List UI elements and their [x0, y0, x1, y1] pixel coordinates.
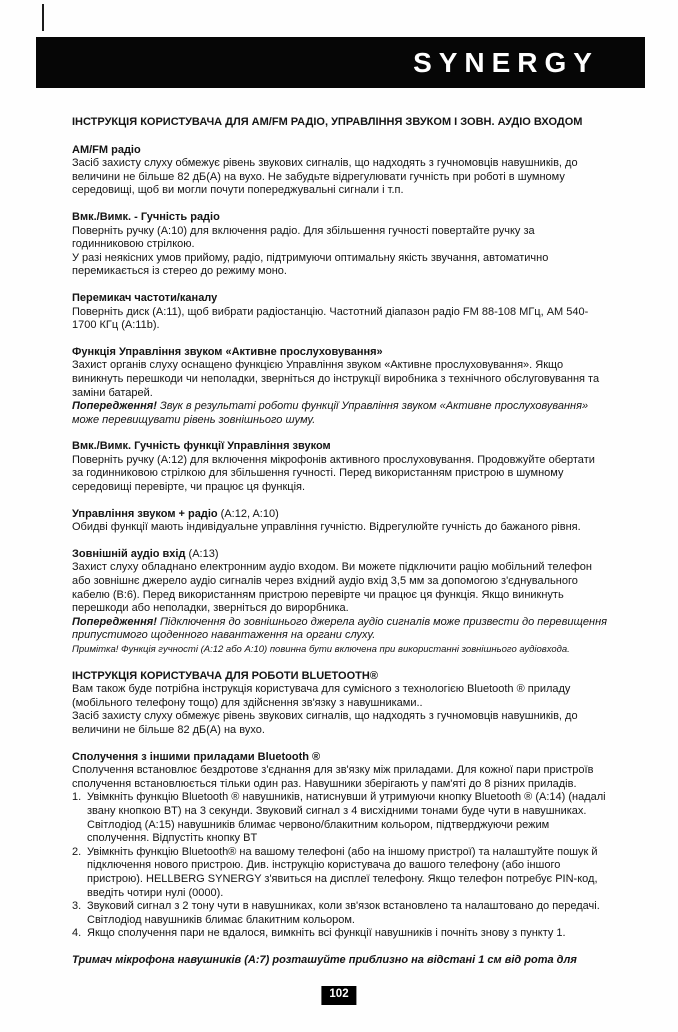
section-active-listening — [72, 346, 609, 428]
heading-reference-part: (A:13) — [185, 547, 219, 560]
section-external-audio — [72, 548, 609, 657]
list-item-number: 3. — [72, 900, 82, 913]
section-paragraph: Поверніть диск (A:11), щоб вибрати радіостанцію. Частотний діапазон радіо FM 88-108 МГц, AM 540-1700 КГц (A:11b). — [72, 305, 589, 332]
page-content — [72, 116, 609, 967]
closing-line: Тримач мікрофона навушників (A:7) розташуйте приблизно на відстані 1 см від рота для — [72, 953, 577, 966]
section-heading — [72, 548, 609, 562]
section-heading: Сполучення з іншими приладами Bluetooth ® — [72, 750, 321, 763]
warning-label: Попередження! — [72, 615, 157, 628]
section-paragraph: Сполучення встановлює бездротове з'єднання для зв'язку між приладами. Для кожної пари пристроїв сполучення встановлюється тільки один раз. Навушники зберігають у пам'яті до 8 різних приладів. — [72, 764, 594, 790]
list-item-number: 2. — [72, 845, 82, 858]
list-item-number: 4. — [72, 927, 82, 940]
warning-paragraph — [72, 616, 609, 643]
section-heading: Перемикач частоти/каналу — [72, 291, 218, 304]
brand-header — [36, 37, 645, 88]
list-item — [72, 846, 609, 900]
section-heading: ІНСТРУКЦІЯ КОРИСТУВАЧА ДЛЯ РОБОТИ BLUETOOTH® — [72, 669, 378, 682]
section-heading: Вмк./Вимк. Гучність функції Управління звуком — [72, 440, 331, 453]
warning-label: Попередження! — [72, 400, 157, 413]
section-paragraph: Поверніть ручку (A:10) для включення радіо. Для збільшення гучності повертайте ручку за годинниковою стрілкою. — [72, 224, 535, 251]
doc-title: ІНСТРУКЦІЯ КОРИСТУВАЧА ДЛЯ AM/FM РАДІО, УПРАВЛІННЯ ЗВУКОМ І ЗОВН. АУДІО ВХОДОМ — [72, 116, 583, 128]
warning-paragraph — [72, 400, 609, 427]
section-paragraph: Вам також буде потрібна інструкція користувача для сумісного з технологією Bluetooth ® приладу (мобільного телефону тощо) для здійснення зв'язку з навушниками.. — [72, 683, 571, 709]
section-heading: Функція Управління звуком «Активне прослуховування» — [72, 345, 383, 358]
list-item-number: 1. — [72, 791, 82, 804]
section-sound-plus-radio — [72, 508, 609, 535]
list-item-text: Якщо сполучення пари не вдалося, вимкніть всі функції навушників і почніть знову з пункту 1. — [87, 927, 566, 940]
registration-mark — [42, 4, 44, 31]
list-item — [72, 791, 609, 845]
heading-bold-part: Управління звуком + радіо — [72, 507, 218, 520]
section-bt-pairing — [72, 751, 609, 941]
section-paragraph: У разі неякісних умов прийому, радіо, підтримуючи оптимальну якість звучання, автоматично перемикається із стерео до режиму моно. — [72, 251, 549, 278]
list-item — [72, 927, 609, 941]
section-sound-control-volume — [72, 440, 609, 494]
page-number-badge — [321, 986, 356, 1005]
section-heading: Вмк./Вимк. - Гучність радіо — [72, 210, 220, 223]
section-bluetooth-instructions — [72, 670, 609, 738]
section-amfm-radio — [72, 144, 609, 198]
section-frequency-switch — [72, 292, 609, 333]
section-paragraph: Захист органів слуху оснащено функцією Управління звуком «Активне прослуховування». Якщо виникнуть перешкоди чи неполадки, зверніться до інструкції виробника з технічного обслуговування та заміни батарей. — [72, 359, 600, 399]
list-item-text: Увімкніть функцію Bluetooth® на вашому телефоні (або на іншому пристрої) та налаштуйте пошук й підключення нового пристрою. Див. інструкцію користувача до вашого телефону (або іншого пристрою). HELLBERG SYNERGY з'явиться на дисплеї телефону. Якщо телефон потребує PIN-код, введіть чотири нулі (0000). — [87, 845, 598, 899]
warning-text: Звук в результаті роботи функції Управління звуком «Активне прослуховування» може перевищувати рівень зовнішнього шуму. — [72, 400, 589, 426]
section-paragraph: Засіб захисту слуху обмежує рівень звукових сигналів, що надходять з гучномовців навушників, до величини не більше 82 дБ(А) на вухо. — [72, 710, 578, 736]
list-item — [72, 900, 609, 927]
section-paragraph: Обидві функції мають індивідуальне управління гучністю. Відрегулюйте гучність до бажаного рівня. — [72, 521, 581, 534]
heading-reference-part: (A:12, A:10) — [217, 507, 279, 520]
section-heading: AM/FM радіо — [72, 143, 141, 156]
brand-logo: SYNERGY — [413, 46, 599, 78]
page-number: 102 — [329, 988, 349, 1000]
section-heading — [72, 508, 609, 522]
section-radio-volume — [72, 211, 609, 279]
section-paragraph: Поверніть ручку (A:12) для включення мікрофонів активного прослуховування. Продовжуйте обертати за годинниковою стрілкою для збільшення гучності. Перед використанням пристрою в шумному середовищі перевірте, чи працює ця функція. — [72, 453, 595, 494]
section-paragraph: Захист слуху обладнано електронним аудіо входом. Ви можете підключити рацію мобільний телефон або зовнішнє джерело аудіо сигналів через вхідний аудіо вхід 3,5 мм за допомогою з'єднувального кабелю (B:6). Перед використанням пристрою перевірте чи працює ця функція. Якщо виникнуть перешкоди або неполадки, зверніться до вирорбника. — [72, 561, 592, 615]
warning-text: Підключення до зовнішнього джерела аудіо сигналів може призвести до перевищення припустимого щоденного навантаження на органи слуху. — [72, 615, 607, 642]
list-item-text: Звуковий сигнал з 2 тону чути в навушниках, коли зв'язок встановлено та налаштовано до передачі. Світлодіод навушників блимає блакитним кольором. — [87, 900, 600, 926]
section-paragraph: Засіб захисту слуху обмежує рівень звукових сигналів, що надходять з гучномовців навушників, до величини не більше 82 дБ(А) на вухо. Не забудьте відрегулювати гучність при роботі в шумному середовищі, щоб ви могли почути попереджувальні сигнали і т.п. — [72, 157, 578, 197]
note-paragraph: Примітка! Функція гучності (A:12 або A:10) повинна бути включена при використанні зовнішнього аудіовхода. — [72, 644, 570, 655]
heading-bold-part: Зовнішній аудіо вхід — [72, 547, 186, 560]
list-item-text: Увімкніть функцію Bluetooth ® навушників, натиснувши й утримуючи кнопку Bluetooth ® (A:14) (надалі звану кнопкою BT) на 3 секунди. Звуковий сигнал з 4 висхідними тонами буде чути в навушниках. Світлодіод (A:15) навушників блимає червоно/блакитним кольором, підтверджуючи режим сполучення. Відпустіть кнопку BT — [87, 791, 606, 845]
